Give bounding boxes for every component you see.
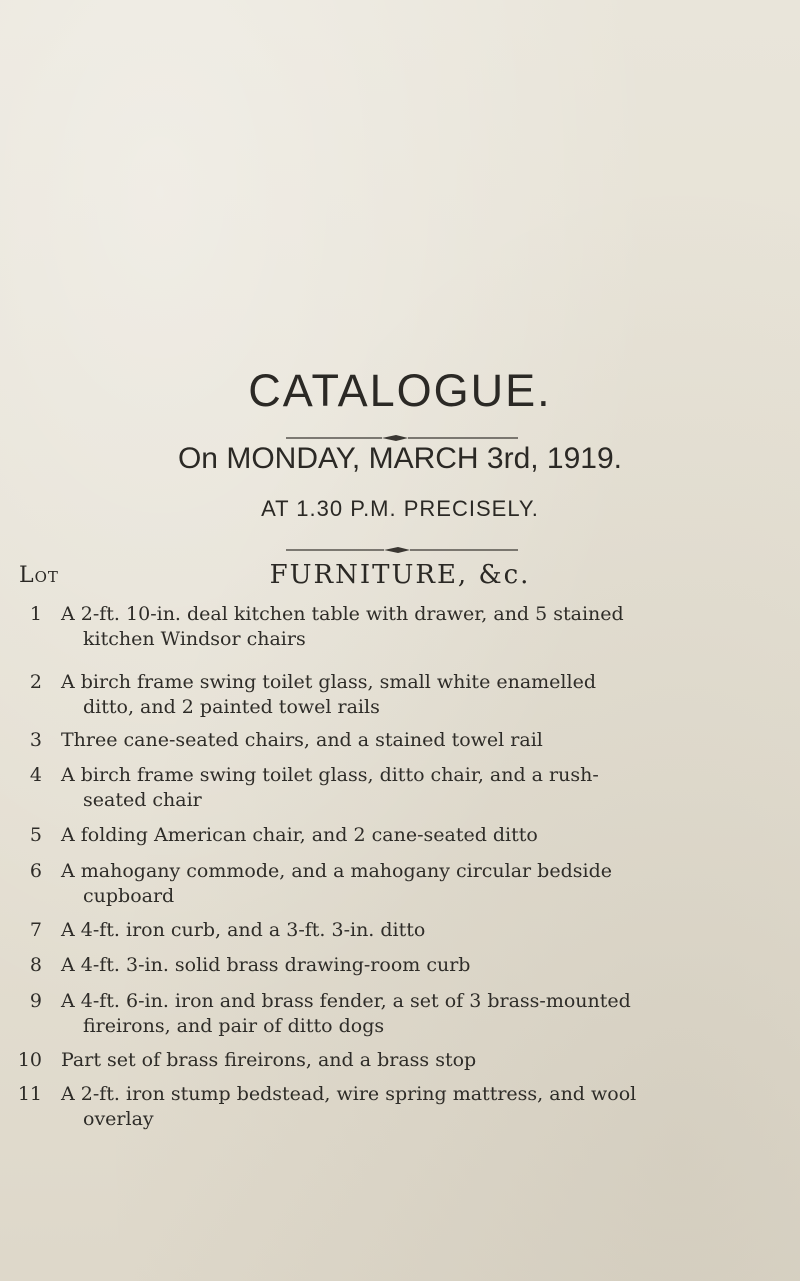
lot-description	[61, 670, 767, 720]
lot-description-line: seated chair	[83, 789, 202, 811]
lot-number: 5	[29, 824, 42, 846]
lot-number: 1	[29, 603, 42, 625]
lot-description: A 4-ft. iron curb, and a 3-ft. 3-in. ditto	[61, 919, 426, 941]
lot-description-line: A birch frame swing toilet glass, small white enamelled	[61, 671, 596, 693]
lot-description: Three cane-seated chairs, and a stained towel rail	[61, 729, 543, 751]
lot-description	[61, 763, 767, 813]
auction-date: On MONDAY, MARCH 3rd, 1919.	[177, 442, 623, 475]
lot-description-line: A 2-ft. 10-in. deal kitchen table with drawer, and 5 stained	[61, 603, 624, 625]
lot-description: A 4-ft. 3-in. solid brass drawing-room curb	[61, 954, 471, 976]
lot-number: 11	[17, 1083, 42, 1105]
lot-description-line: ditto, and 2 painted towel rails	[83, 696, 380, 718]
catalogue-title: CATALOGUE.	[248, 365, 552, 416]
lot-description	[61, 989, 767, 1039]
lot-number: 6	[29, 860, 42, 882]
lot-description-line: A 2-ft. iron stump bedstead, wire spring mattress, and wool	[61, 1083, 637, 1105]
lot-number: 10	[17, 1049, 42, 1071]
lot-column-heading: Lot	[19, 563, 59, 588]
lot-description-line: A mahogany commode, and a mahogany circular bedside	[61, 860, 612, 882]
lot-description: A folding American chair, and 2 cane-seated ditto	[61, 824, 538, 846]
lot-description	[61, 1082, 767, 1132]
section-heading: FURNITURE, &c.	[269, 560, 531, 590]
auction-time: AT 1.30 P.M. PRECISELY.	[261, 496, 539, 521]
lot-description-line: cupboard	[83, 885, 175, 907]
lot-number: 3	[29, 729, 42, 751]
lot-number: 2	[29, 671, 42, 693]
lot-description-line: fireirons, and pair of ditto dogs	[83, 1015, 385, 1037]
lot-number: 9	[29, 990, 42, 1012]
lot-number: 8	[29, 954, 42, 976]
lot-description-line: A birch frame swing toilet glass, ditto chair, and a rush-	[61, 764, 599, 786]
lot-description-line: kitchen Windsor chairs	[83, 628, 306, 650]
ornamental-rule-bottom	[286, 545, 518, 555]
lot-description	[61, 859, 767, 909]
lot-number: 7	[29, 919, 42, 941]
lot-number: 4	[29, 764, 42, 786]
lot-description: Part set of brass fireirons, and a brass stop	[61, 1049, 477, 1071]
lot-description-line: A 4-ft. 6-in. iron and brass fender, a set of 3 brass-mounted	[61, 990, 631, 1012]
lot-description	[61, 602, 767, 652]
lot-description-line: overlay	[83, 1108, 154, 1130]
